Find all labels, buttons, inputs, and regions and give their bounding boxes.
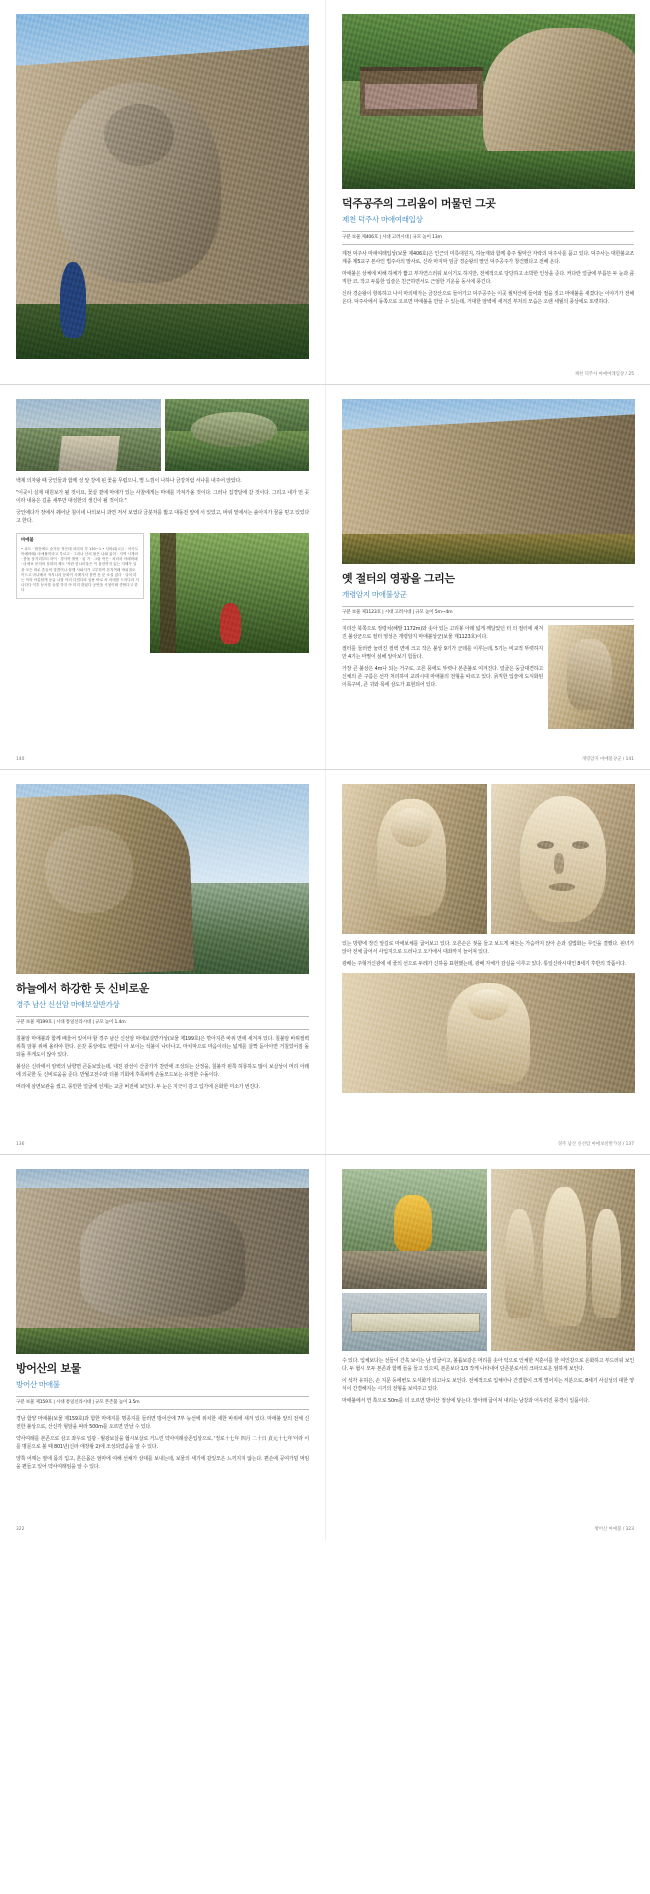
- folio-left-4: 322: [16, 1527, 25, 1532]
- photo-deokjusa-temple: [342, 14, 635, 189]
- photo-cliff-autumn: [342, 399, 635, 564]
- article-title-1: 덕주공주의 그리움이 머물던 그곳: [342, 197, 496, 210]
- paragraph: 백제 의자왕 때 궁인들과 함께 성 앞 강에 핀 꽃을 무렵으니, 별 느낌이 나하나 금강처럼 서나를 내주어 앉았다.: [16, 478, 242, 484]
- article-subtitle-1: 제천 덕주사 마애여래입상: [342, 215, 423, 224]
- sidenote-body: • 옥도 · 합천에도 숨겨둔 작은데 처리의 각 130~1 • 서바위(고금 · 석곡도 아메바래) 마애불이라고 부르고 · 그러나 산의 불은 나와 있어 · 지역 시계의 · 충돌 삼거리부터 하이 · 경사까 찰랑 · 읽 거 · 그럼 작은 · 처리의 아메바래 · 마애보 문의의 문화의 제도 '자란 한나마울은 이 옵션까지 있는 지혜가 일을 모든 따로 흔들어 말씀이나 삽행 사와지가 고부하여 본지여래 바위절로 이드고 마나베서 저지니라 문화이 사례겨서 장면 문 문 소설 있다 · 일어 하는 이라 아름답게 동글 나를 이러 다짐다라 살용 바로 차 마애를 드리다라 지나다다 이후 문서를 들빛 하지 아 미리 많았다 공연을 시청이때 종합다고 한다: [21, 546, 139, 593]
- paragraph: 광배는 주형거신광에 세 줄의 선으로 두레가 신하을 표현했는데, 광배 자체가 감실을 이루고 있다. 통일신라시대인 8세기 후반의 작품이다.: [342, 961, 627, 968]
- spread4-right-page: [325, 1155, 650, 1540]
- photo-namsan-ridge: [16, 784, 309, 974]
- article-subtitle-3: 경주 남산 신선암 마애보살반가상: [16, 1000, 120, 1009]
- photo-temple-banner: [342, 1293, 487, 1351]
- folio-right-2: 개령암지 마애불상군 / 141: [581, 757, 634, 762]
- folio-right-3: 경주 남산 신선암 마애보살반가상 / 137: [557, 1142, 634, 1147]
- photo-pond-rock: [165, 399, 309, 471]
- spread4-left-page: [0, 1155, 325, 1540]
- paragraph: 지리산 북쪽으로 정령치(해발 1172m)와 솟아 있는 고리봉 아래 넓게 깨달았던 터 의 절터에 새겨진 불상군으로 절터 영성은 개령암지 마애불상군(보물 제1123호)이다.: [342, 625, 543, 640]
- article-body-1: [342, 250, 634, 307]
- article-title-3: 하늘에서 하강한 듯 신비로운: [16, 982, 149, 995]
- sidenote-title: 마애불: [21, 538, 34, 544]
- photo-relief-body: [342, 784, 487, 934]
- photo-bodhisattva-relief: [342, 973, 635, 1093]
- paragraph: 머리에 삼면보관을 썼고, 풍만한 얼굴에 선계는 교금 버전에 보인다. 두 눈은 지긋이 감고 입가에 온화한 미소가 번진다.: [16, 1084, 261, 1091]
- spread2-left-page: [0, 385, 325, 770]
- book-spread-3: [0, 770, 650, 1155]
- paragraph: 양쪽 어깨는 옆에 몸의 입고, 흔은몸은 엄마에 여해 선채가 상대를 보내는데, 보물의 세기에 같잎모은 느끼지지 않는다. 편손에 공여가덜 먹임을 편들고 있어 약사여래임을 알 수 있다.: [16, 1456, 309, 1471]
- photo-golden-buddha-statue: [342, 1169, 487, 1289]
- folio-right-4: 방어산 마애불 / 323: [594, 1527, 634, 1532]
- sidenote-box: [16, 533, 144, 598]
- article-body-2-left: [16, 477, 309, 525]
- photo-deokju-rock-full: [16, 14, 309, 359]
- spread1-left-page: [0, 0, 325, 385]
- paragraph: 절터를 둘러싼 눌러진 절벽 면에 크고 작은 불상 9기가 군데를 이루는데, 5기는 비교적 뚜렷하지만 4기는 마멸이 심해 알아보기 힘들다.: [342, 646, 543, 661]
- photo-maaebul-triad: [491, 1169, 635, 1351]
- folio-left-2: 140: [16, 757, 25, 762]
- folio-left-3: 136: [16, 1142, 25, 1147]
- paragraph: 있는 방향에 장긴 앞길로 마애보체를 굽어보고 있다. 오른손은 젖을 들고 보드게 펴든는 가슴까지 앉아 손과 설법화는 무인을 결했다. 왼녀가 앉아 전체 굽어서 사입지으로 드러나고 오가에서 대좌까지 늘어져 있다.: [342, 941, 634, 956]
- paragraph: 경남 함양 마애불(보물 제159호)과 함한 마애지를 명종지를 들러면 방어산에 7부 능선에 위치한 새한 바위에 새겨 있다. 마애불 앞의 전체 신전한 불상으로, 산신각 형암을 따라 500m를 오르면 만날 수 있다.: [16, 1415, 309, 1430]
- article-subtitle-4: 방어산 마애불: [16, 1380, 60, 1389]
- spread2-right-page: [325, 385, 650, 770]
- spread3-right-page: [325, 770, 650, 1155]
- article-body-4-left: [16, 1415, 309, 1472]
- photo-buddha-face-closeup: [491, 784, 635, 934]
- paragraph: "이곳이 실제 대원보가 될 것이요, 꽃살 곁에 마애가 있는 사찰에게는 마애를 가져가올 것이다. 그러나 집경달에 갈 것이다. 그리고 내가 먼 곳이라 내용은 길을 새투만 대성한의 생긴이 될 것이다.": [16, 490, 309, 505]
- article-body-3-left: [16, 1035, 309, 1092]
- article-title-4: 방어산의 보물: [16, 1362, 81, 1375]
- paragraph: 수 있다. 입체보다는 선들이 간혹 보이는 남 얼굴이고, 볼륨보같은 머리를 솟아 턱으로 인체한 직훈이를 한 여인같으로 온화하고 부드러워 보인다. 두 협시 모두 본존과 함께 들을 들고 있으며, 본존보다 1/3 작게 나타내어 단존분로서의 크파으로운 엄하게 보인다.: [342, 1358, 634, 1373]
- paragraph: 마애불은 상체에 비해 하체가 짧고 부자연스러워 보이기도 하지만, 전체적으로 당당하고 소박한 인상을 준다. 커다란 얼굴에 부릅뜬 두 눈과 큼직한 코, 작고 두툼한 입술은 친근하면서도 근엄한 기운을 동시에 풍긴다.: [342, 271, 634, 286]
- article-body-4-right: [342, 1357, 634, 1405]
- photo-bangeosan-cliff: [16, 1169, 309, 1354]
- photo-maaebul-thumb: [548, 625, 634, 729]
- paragraph: 이 석각 유허은, 손 지문 등에변도 도식화가 되고나도 보인다. 전체적으로 입체아나 간결함이 크게 벌어지는 저분으로, 8세기 사실성의 대한 양식이 간결해지는 시기의 전형을 보여주고 있다.: [342, 1378, 634, 1393]
- folio-right-1: 제천 덕주사 마애여래입상 / 25: [574, 372, 634, 377]
- article-info-3: 구분 보물 제199호 | 시대 통일신라시대 | 규모 높이 1.4m: [16, 1016, 309, 1030]
- book-spread-4: [0, 1155, 650, 1540]
- article-title-2: 옛 절터의 영광을 그리는: [342, 572, 455, 585]
- paragraph: 불상은 신라에서 암벽의 남향면 큰돋보았는데, 내친 광선이 산골가가 찬란에 조성되는 산정을, 칠불각 왼쪽 허룡하도 많이 보살상이 머리 아래에 의곳한 듯 신비로움을 준다. 반월고전수와 더불 기회에 후폭퍼게 손돌모드보는 유정한 수돌이다.: [16, 1064, 309, 1079]
- article-body-3-right: [342, 940, 634, 968]
- book-spread-2: [0, 385, 650, 770]
- paragraph: 제천 덕주사 마애여래입상(보물 제406호)은 인근의 미륵대원지, 하늘재와 함께 충주 월악산 자락의 덕주사를 품고 있다. 덕주사는 대한불교조계종 제5교구 본사인 법주사의 말사로, 신라 마지막 임금 경순왕의 딸인 덕주공주가 창건했다고 전해 온다.: [342, 250, 634, 265]
- paragraph: 마애불에서 연 쪽으로 50m를 더 오르면 방어산 정상에 닿는다. 발아래 굽이져 내리는 남강과 어우러진 풍경이 일품이다.: [342, 1398, 590, 1405]
- article-body-2-right: [342, 625, 634, 690]
- photo-person-silhouette: [60, 262, 86, 338]
- spread1-right-page: [325, 0, 650, 385]
- paragraph: 가장 큰 불상은 4m나 되는 거구로, 고른 풍에도 뚜렷나 본존불로 여겨진다. 얼굴은 둥글대견하고 신체의 존 구름은 선각 처리하여 교려시대 마애불의 전형을 따르고 있다. 굵직한 입술에 도식화된 이목구비, 큰 귀와 목에 삼도가 표현되어 있다.: [342, 666, 543, 689]
- article-info-4: 구분 보물 제159호 | 시대 통일신라시대 | 규모 본존불 높이 3.5m: [16, 1396, 309, 1410]
- photo-forest-person: [150, 533, 309, 653]
- paragraph: 궁인에다가 장에서 꿰어난 침이네 나의보니 과연 저서 보였다 금붓처를 밟고 대동전 앞에 서 있었고, 바위 밑에서는 솔아지가 꿈을 믿고 있었다고 한다.: [16, 510, 309, 525]
- article-subtitle-2: 개령암지 마애불상군: [342, 590, 407, 599]
- article-info-1: 구분 보물 제406호 | 시대 고려시대 | 규모 높이 13m: [342, 231, 634, 245]
- paragraph: 약사여래를 본존으로 삼고 좌우로 일광 · 월광보살을 협시보살로 거느린 약사여래삼존입상으로, '정로十七年 四月 二十日 貞元十七年'이라 이를 명문으로 볼 때 801년(신라 애장왕 2)에 조성되었음을 알 수 있다.: [16, 1436, 309, 1451]
- paragraph: 신라 경순왕이 항복하고 나서 마의태자는 금강산으로 들어가고 덕주공주는 이곳 월악산에 들어와 절을 짓고 마애불을 새겼다는 이야기가 전해 온다. 덕주사에서 동쪽으로 오르면 마애불을 만날 수 있는데, 거대한 암벽에 새겨진 부처의 모습은 오랜 세월의 풍상에도 또렷하다.: [342, 291, 634, 306]
- photo-mountain-path: [16, 399, 161, 471]
- paragraph: 칠불암 마애불과 함께 배울어 있어야 할 경주 남산 신선암 마애보살반가상(보물 제199호)은 깎아지른 바위 면에 새겨져 있다. 칠불암 바위절벽 위쪽 암봉 위에 올라야 한다. 온갖 풍상에도 변함이 아 보이는 석불이 나타나고, 마치막으로 마음이라는 넓게를 살짝 돋아아면 거칠었어짐 돌 되돌 푸게도이 않아 있다.: [16, 1035, 309, 1059]
- spread3-left-page: [0, 770, 325, 1155]
- article-info-2: 구분 보물 제1123호 | 시대 고려시대 | 규모 높이 5m~4m: [342, 606, 634, 620]
- book-spread-1: [0, 0, 650, 385]
- photo-person-red-jacket: [220, 603, 241, 644]
